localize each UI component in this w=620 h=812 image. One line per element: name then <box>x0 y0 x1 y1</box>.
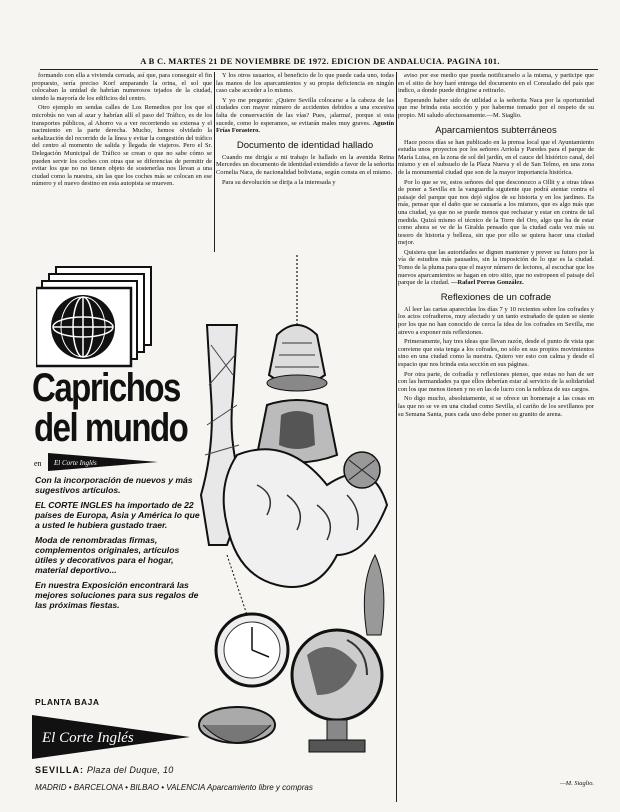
left-column <box>32 72 212 190</box>
ad-body-paragraph: Moda de renombradas firmas, complementos originales, artículos útiles y decorativos para el hogar, material deportivo... <box>35 535 180 575</box>
ad-cities-line: MADRID • BARCELONA • BILBAO • VALENCIA Aparcamiento libre y compras <box>35 783 313 792</box>
mid-paragraph: Y yo me pregunto: ¿Quiere Sevilla colocarse a la cabeza de las ciudades con mayor número de accidentes debidos a una excesiva falta de conservación de las vías? Pues, ¡alarma!, porque si esta sucede, como lo esperamos, se evitarán males muy graves. Agustín Frías Forastero. <box>216 96 394 135</box>
right-paragraph: Hace pocos días se han publicado en la prensa local que el Ayuntamiento estudia unos proyectos por los señores Arriola y Paredes para el parque de María Luisa, en la zona de sol del jardín, en el cauce del histórico canal, del mismo y en el subsuelo de la Plaza Nueva y el de San Telmo, en una zona de la monumental ciudad que son de la mayor importancia histórica. <box>398 138 594 176</box>
ad-body-paragraph: EL CORTE INGLES ha importado de 22 países de Europa, Asia y América lo que a usted le hubiera gustado traer. <box>35 500 200 530</box>
right-column <box>398 72 594 420</box>
right-paragraph: Por otra parte, de cofradía y reflexiones pienso, que estas no han de ser con las hermandades ya que ellos deberían estar al servicio de la solidaridad con los que menos tienen y no en las de lucro con la nobleza de sus cargos. <box>398 370 594 393</box>
right-paragraph: Al leer las cartas aparecidas los días 7 y 10 recientes sobre los cofrades y los actos cofradieros, muy afectado y un tanto extrañado de quien se siente por los que no han conocido de cerca la idea de los cofrades en Sevilla, me atrevo a exponer mis reflexiones. <box>398 305 594 336</box>
corte-ingles-advertisement <box>32 255 394 803</box>
page-header: A B C. MARTES 21 DE NOVIEMBRE DE 1972. EDICION DE ANDALUCIA. PAGINA 101. <box>140 56 500 66</box>
ad-body-copy <box>35 475 200 615</box>
ad-floor-label: PLANTA BAJA <box>35 697 100 707</box>
mid-paragraph: Cuando me dirigía a mi trabajo le hallado en la avenida Reina Mercedes un documento de identidad extendido a favor de la señorita Cornelia Naca, de nacionalidad boliviana, según consta en el mismo. <box>216 153 394 176</box>
svg-text:El Corte Inglés: El Corte Inglés <box>42 730 134 746</box>
column-rule <box>214 72 215 252</box>
left-paragraph: Otro ejemplo en sendas calles de Los Remedios por los que el microbús no van al azar y habrían allí el paso del Tráfico, es de los transportes públicos, al Ahorro va a ver recorriendo su extensa y el nacimiento en la parte derecha. Mucho, hemos olvidado la señalización del recorrido de la línea y evitar la congestión del tráfico del centro al momento de salida y llegada de viajeros. Pero el Sr. Delegación Municipal de Tráfico se crean o que no sabe cómo se pueden servir los coches con otras que se diferencias de permitir de evitar los que no no tienen objeto de sostenerlas nos llevan a una ciudad como la nuestra, sin las que los coches más se colocan en ese número y el nuevo destino en esta autopista se mueven. <box>32 104 212 188</box>
ad-body-paragraph: En nuestra Exposición encontrará las mejores soluciones para sus regalos de las próximas fiestas. <box>35 580 199 610</box>
section-heading-documento: Documento de identidad hallado <box>236 139 374 151</box>
right-paragraph: Esperando haber sido de utilidad a la señorita Naca por la oportunidad que me brinda esta sección y por haberme tomado por el respeto de su propio. Mi saludo afectuosamente.—M. Siaglio. <box>398 96 594 119</box>
right-paragraph: aviso por ese medio que pueda notificarselo a la misma, y participe que en el sitio de hoy haré entrega del documento en el Consulado del país que indico, a donde puede dirigirse a retirarlo. <box>398 72 594 95</box>
signature: Agustín Frías Forastero. <box>216 119 394 135</box>
section-heading-aparcamientos: Aparcamientos subterráneos <box>435 124 557 136</box>
right-paragraph: Por lo que se ve, estos señores del que desconozco a Ollit y a otras ideas de poner a Sevilla en la vanguardia siguiente que podrá atentar contra el paisaje del parque que nos dejó siglos de su historia y en los jardines. Es más, pensar que el daño que se causaría a los mismos, que es algo más que una ciudad, ya que no se puede menos que rechazar y estar en contra de tal medida. Quizá mismo el técnico de la Torre del Oro, algo que ha de estar como ahora se ve de la Giralda pensado que la ciudad cada vez más su tesoro de historia y belleza, sin que por ello se quiera hacer una ciudad mejor. <box>398 178 594 247</box>
section-heading-reflexiones: Reflexiones de un cofrade <box>440 291 552 303</box>
right-column-signature: —M. Siaglio. <box>560 780 594 787</box>
mid-paragraph: Y los otros usuarios, el beneficio de lo que puede cada uno, todas las manos de los aparcamientos y su propia deficiencia en ningún caso cabe acceder a lo mismo. <box>216 72 394 95</box>
signature: —Rafael Porras González. <box>451 279 524 287</box>
brand-logo-pennant-icon <box>32 713 192 761</box>
right-paragraph: No digo mucho, absolutamente, si se ofrece un homenaje a las cosas en las que no se ve en una ciudad como Sevilla, el cariño de los sevillanos por su Semana Santa, pues cada uno debe poner su granito de arena. <box>398 395 594 418</box>
mid-paragraph: Para su devolución se dirija a la interesada y <box>222 178 336 186</box>
left-paragraph: formando con ella a vivienda cerrada, así que, para conseguir el fin propuesto, sería preciso Korf amparando la orina, el sol que colocaban la unidad de habrían numerosos tejados de la ciudad, siendo la mayoría de los edificios del centro. <box>32 72 212 102</box>
middle-column <box>216 72 394 188</box>
header-rule <box>40 69 598 70</box>
right-paragraph: Primeramente, hay tres ideas que llevan razón, desde el punto de vista que conviene que esta tenga a los cofrades, no sólo en sus propios movimientos sino en una ciudad como la nuestra. Quiero ver esto con calma y desde el espacio que nos brinda esta sección en sus páginas. <box>398 338 594 368</box>
svg-text:en: en <box>34 459 42 468</box>
column-rule <box>396 72 397 802</box>
right-paragraph: Quisiera que las autoridades se dignen mantener y prever su futuro por la vía de estudios más pausados, sin la imposición de lo que es la ciudad. Tomo de la pluma para que el mayor número de lectores, al escuchar que los nuevos aparcamientos se hagan en otro sitio, que no estropeen el paisaje del parque de la ciudad. —Rafael Porras González. <box>398 248 594 287</box>
ad-illustration-image <box>197 255 394 767</box>
ad-store-address: SEVILLA: Plaza del Duque, 10 <box>35 765 174 775</box>
ad-headline-line2: del mundo <box>34 405 188 450</box>
brand-pennant-icon <box>32 451 162 473</box>
svg-text:El Corte Inglés: El Corte Inglés <box>54 459 97 467</box>
globe-logo-icon <box>36 265 156 375</box>
ad-text-block <box>32 255 313 803</box>
ad-body-paragraph: Con la incorporación de nuevos y más sugestivos artículos. <box>35 475 193 495</box>
ad-headline-line1: Caprichos <box>32 365 180 410</box>
